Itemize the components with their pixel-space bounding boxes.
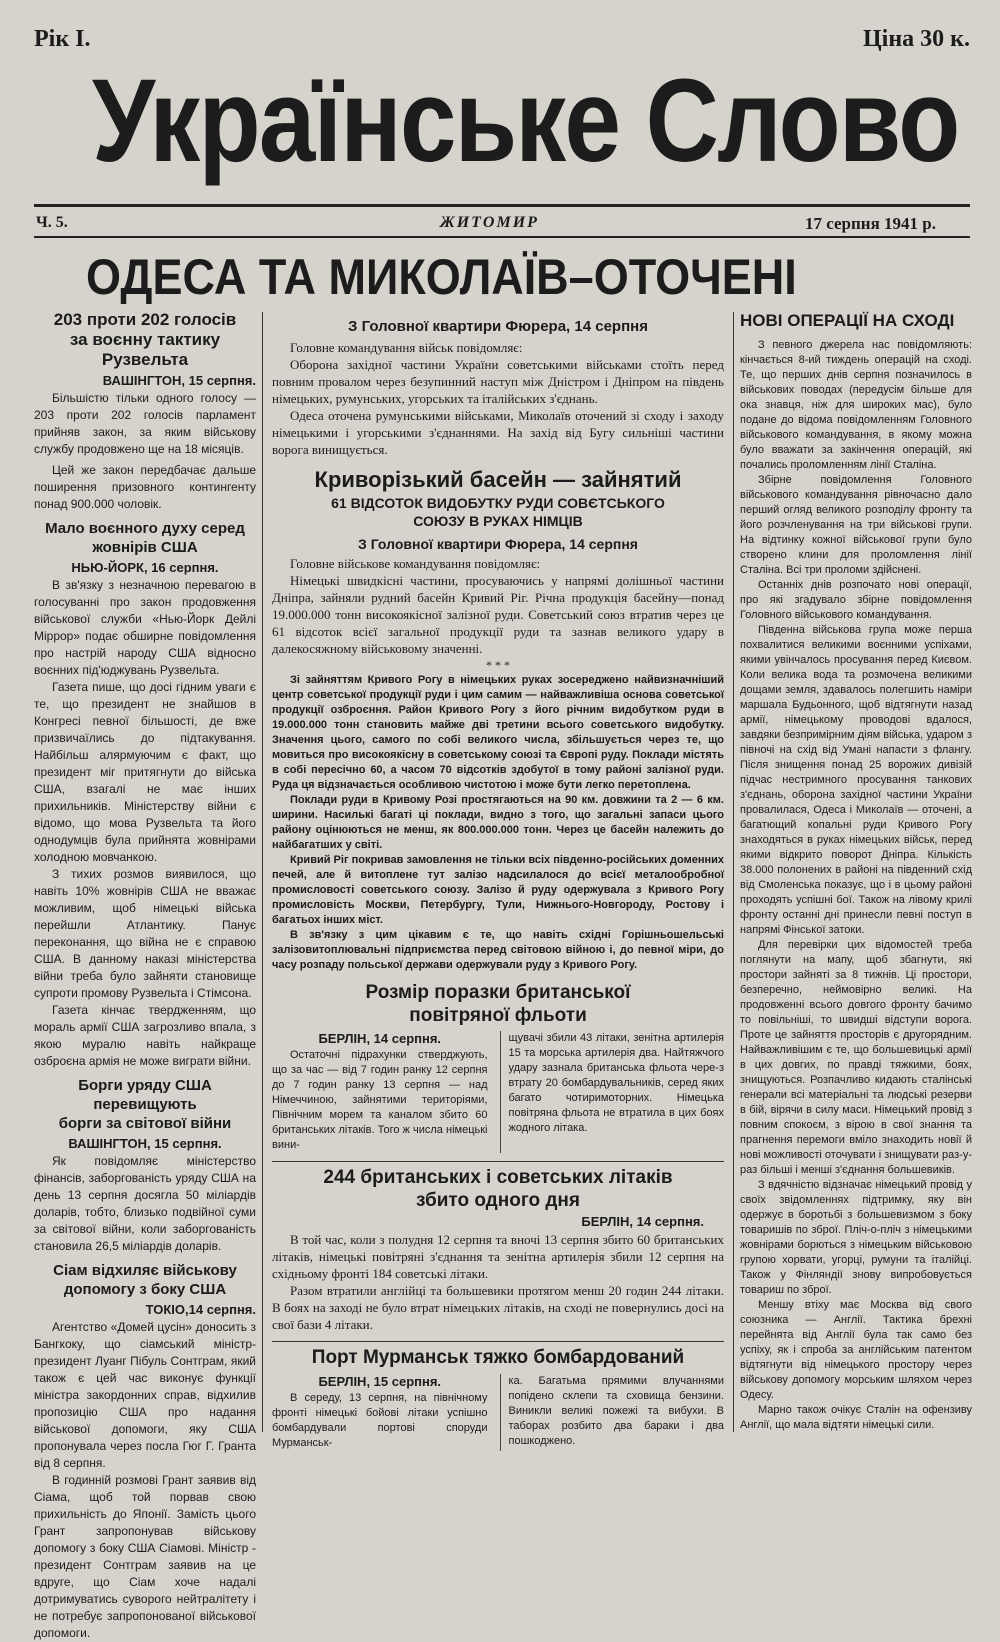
article-kryvyi-rih-p4: Поклади руди в Кривому Розі простягаються на 90 км. довжини та 2 — 6 км. ширини. Насилькі багаті ці поклади, видно з того, що загальні запаси цього району оцінюються не менш, як 800.000.000 тонн. Через це басейн належить до найбагатших у світі. [272,794,724,851]
main-headline: ОДЕСА ТА МИКОЛАЇВ–ОТОЧЕНІ [86,249,797,305]
article-kryvyi-rih-p2: Німецькі швидкісні частини, просуваючись у напрямі долішньої частини Дніпра, зайняли рудний басейн Кривий Ріг. Річна продукція басейну—понад 19.000.000 тонн високоякісної залізної руди. Советський союз втратив через це 61 відсоток всієї загальної продукції руди та зазнав великого удару в далекосяжному військовому значенні. [272,573,724,656]
article-new-operations-p5: Для перевірки цих відомостей треба поглянути на мапу, щоб збагнути, які простори зайняті за 8 тижнів. Ці простори, безперечно, неймовірно великі. На продовженні всього довгого фронту бачимо то повільніші, то швидші відступи ворога. Проте це зайняття просторів є другорядним. Найважливішим є те, що большевицькі армії в цих довгих, по правді тяжкими, боях, знищуються. Розпачливо кидають сталінські генерали всі матеріальні та людські резерви в бій, вірячи в силу маси. Німецький провід з повним спокоєм, з вірою в свої знання та прагнення перемоги вміло знаходить новії й нові можливості оточувати і знищувати раз-у-раз більші і менші з'єднання большевиків. [740,939,972,1176]
article-244-planes-p1: В той час, коли з полудня 12 серпня та вночі 13 серпня збито 60 британських літаків, німецькі повітряні з'єднання та зенітна артилерія збили 12 серпня на східньому фронті 184 советські літаки. [272,1232,724,1281]
year-label: Рік І. [34,26,91,52]
article-kryvyi-rih-title: Криворізький басейн — зайнятий [314,467,682,492]
column-divider-right [733,312,734,1432]
article-new-operations-p2: Збірне повідомлення Головного військового командування рівночасно дало перший огляд великого розподілу фронту та його розчленування на три військові групи. На відтинку кожної військової групи було створено клини для проломлення лінії Сталіна. Всі три проломи здійснені. [740,474,972,576]
issue-number: Ч. 5. [36,214,68,231]
article-kryvyi-rih-p3: Зі зайняттям Кривого Рогу в німецьких руках зосереджено найвизначніший центр советської продукції руди і цим самим — найважливіша основа советської продукції озброєння. Район Кривого Рогу з його річним видобутком руди в 19.000.000 тонн становить майже дві третини всього советського видобутку. Значення цього, самого по собі великого числа, збільшується через те, що мовиться про високоякісну в советському союзі та Європі руду. Поклади містять в собі пересічно 60, а часом 70 відсотків здобутої в тому районі залізної руди. Руда ця відзначається особливою чистотою і може бути легко перетоплена. [272,674,724,791]
article-debts-p1: Як повідомляє міністерство фінансів, заборгованість уряду США на день 13 серпня досягла 50 міліардів доларів, тобто, близько подвійної суми за світової війни, коли заборгованість становила 26,5 міліардів доларів. [34,1154,256,1253]
article-votes-title: 203 проти 202 голосів за воєнну тактику Рузвельта [53,310,237,369]
article-new-operations-p1: З певного джерела нас повідомляють: кінчається 8-ий тиждень операцій на сході. Те, що перших днів серпня позначилось в військових поводах (передусім більше для ока знавця, ніж для широких мас), було подане до відома повідомленням Головного військового командування, в якому можна було вважати за закінчення операцій, які почались проломленням лінії Сталіна. [740,339,972,471]
article-new-operations-p7: Меншу втіху має Москва від свого союзника — Англії. Тактика брехні перейнята від Англії була так само без успіху, як і спроба за англійським патентом відтягнути від німецького простору через військову допомогу морським шляхом через Одесу. [740,1299,972,1401]
article-new-operations-p8: Марно також очікує Сталін на офензиву Англії, що мала відтяти німецькі сили. [740,1404,972,1431]
article-siam-title: Сіам відхиляє військову допомогу з боку США [53,1262,237,1298]
left-column [34,310,256,1640]
article-morale-p4: Газета кінчає твердженням, що мораль армії США загрозливо впала, з якою муралю навіть найкраще озброєна армія не може виграти війни. [34,1003,256,1068]
article-siam-dateline: ТОКІО,14 серпня. [145,1302,256,1317]
article-new-operations-title: НОВІ ОПЕРАЦІЇ НА СХОДІ [740,311,955,330]
article-morale-title: Мало воєнного духу серед жовнірів США [45,520,245,556]
article-244-planes-dateline: БЕРЛІН, 14 серпня. [581,1214,704,1229]
article-odesa-p3: Одеса оточена румунськими військами, Миколаїв оточений зі сходу і заходу німецькими і угорськими з'єднаннями. На захід від Бугу сильніші частини ворога винищується. [272,408,724,457]
masthead-rule-bottom [34,236,970,238]
article-murmansk-dateline: БЕРЛІН, 15 серпня. [318,1374,442,1389]
article-raf-losses-dateline: БЕРЛІН, 14 серпня. [318,1031,442,1046]
issue-date: 17 серпня 1941 р. [805,214,936,233]
city-label: ЖИТОМИР [440,214,539,231]
article-siam-p2: В годинній розмові Грант заявив від Сіама, щоб той порвав свою прихильність до Японії. Замість цього Грант запропонував військову допомогу з боку США Сіамові. Міністр - президент Сонтграм заявив на це вдруге, що Сіам хоче надалі дотримуватись суворого нейтралітету і не потребує запропонованої військової допомоги. [34,1473,256,1640]
article-new-operations-p4: Південна військова група може перша похвалитися великими воєнними успіхами, якими увінчалось просування перед Києвом. Коли велика вода та розмочена великими дощами земля, здавалось полегшить наміри маршала Будьонного, щоб відтягнути назад армії, німецькому проводові вдалося, завдяки безпримірним діям війська, ударом з півночі на схід від Умані напасти з флангу. Після знищення понад 25 ворожих дивізій підчас нестримного просування танкових з'єднань, оборона західної частини України провалилася, Одеса і Миколаїв — оточені, а багатющий копальні руди Кривого Рогу знаходяться в руках німецьких військ, перед якими відкрито поворот Дніпра. Кількість 38.000 полонених в районі на південний схід від Смоленська показує, що і в цьому районі проходять успішні бої. Також на лівому крилі фронту останні дні принесли певні поступ в напрямі Фінської затоки. [740,624,972,936]
article-kryvyi-rih-p6: В зв'язку з цим цікавим є те, що навіть східні Горішньошельські залізовитоплювальні підприємства перед світовою війною і, до певної міри, до часу розпаду польської держави одержували руду з Кривого Рогу. [272,929,724,971]
article-murmansk-col1: В середу, 13 серпня, на північному фронті німецькі бойові літаки успішно бомбардували портові споруди Мурманськ- [272,1392,488,1449]
article-votes-p1: Більшістю тільки одного голосу — 203 проти 202 голосів парламент прийняв закон, за яким військову службу продовжено ще на 18 місяців. [34,391,256,456]
article-murmansk-body [272,1374,724,1451]
article-odesa-p1: Головне командування військ повідомляє: [290,340,523,355]
article-odesa-dateline: З Головної квартири Фюрера, 14 серпня [348,318,648,335]
article-244-planes-p2: Разом втратили англійці та большевики протягом менш 20 годин 244 літаки. В боях на заході не було втрат німецьких літаків, на сході не повернулись досі на свої бази 4 літаки. [272,1283,724,1332]
article-votes-dateline: ВАШІНГТОН, 15 серпня. [102,373,256,388]
article-odesa-p2: Оборона західної частини України советськими військами стоїть перед повним провалом через безупинний наступ між Дністром і Дніпром на південь німецьких, румунських, угорських та італійських з'єднань. [272,357,724,406]
article-debts-dateline: ВАШІНГТОН, 15 серпня. [68,1136,222,1151]
article-murmansk-col2: ка. Багатьма прямими влучаннями попідено склепи та сховища бензини. Виникли великі пожежі та вибухи. В таборах розбито два бараки і два пошкоджено. [508,1375,724,1447]
column-divider-left [262,312,263,1432]
article-kryvyi-rih-subtitle: 61 ВІДСОТОК ВИДОБУТКУ РУДИ СОВЄТСЬКОГО СОЮЗУ В РУКАХ НІМЦІВ [331,495,665,529]
article-kryvyi-rih-p1: Головне військове командування повідомляє: [290,556,541,571]
article-raf-losses-title: Розмір поразки британської повітряної фльоти [365,982,631,1026]
article-244-planes-title: 244 британських і советських літаків збито одного дня [323,1167,673,1211]
article-raf-losses-col1: Остаточні підрахунки стверджують, що за час — від 7 годин ранку 12 серпня до 7 годин ранку 13 серпня — над Німеччиною, зайнятими територіями, Північним морем та каналом збито 60 британських літаків. Того ж числа німецькі вини- [272,1049,488,1151]
article-debts-title: Борги уряду США перевищують борги за світової війни [58,1077,232,1132]
article-murmansk-title: Порт Мурманськ тяжко бомбардований [311,1347,685,1368]
article-kryvyi-rih-dateline: З Головної квартири Фюрера, 14 серпня [358,536,638,552]
price-label: Ціна 30 к. [863,26,970,52]
right-column [740,310,972,1436]
article-morale-p2: Газета пише, що досі гідним уваги є те, що президент не знайшов в Конгресі певної більшості, де вже призвичаїлись до підтакування. Найбільш алярмуючим є факт, що президент міг притягнути до війська США, взагалі не має інших прихильників. Міністерству війни є відомо, що мова Рузвельта та його однодумців була прийнята жовнірами холодною мовчанкою. [34,680,256,864]
newspaper-title: Українське Слово [92,55,959,187]
article-new-operations-p6: З вдячністю відзначає німецький провід у своїх звідомленнях підтримку, яку він одержує в боротьбі з большевизмом з боку товаришів по зброї. Пліч-о-пліч з німецькими жовнірами борються з німецьким військовою групою хорвати, угорці, румуни та італійці. Також у Фінляндії знову випробовується товариш по зброї. [740,1179,972,1296]
article-new-operations-p3: Останніх днів розпочато нові операції, про які згадувало збірне повідомлення Головного військового командування. [740,579,972,621]
section-stars: * * * [486,658,510,672]
center-column [272,318,724,1449]
article-siam-p1: Агентство «Домей цусін» доносить з Бангкоку, що сіамський міністр-президент Луанг Пібуль Сонтграм, який також є цей час виконує функції міністра закордонних справ, відхилив пропозицію США про надання військової допомоги, яку США пропонувала через посла Гюг Г. Гранта від 8 серпня. [34,1320,256,1470]
article-morale-p3: З тихих розмов виявилося, що навіть 10% жовнірів США не вважає можливим, щоб німецькі війська перейшли Атлантику. Панує переконання, що війна не є справою США. В данному наказі міністерства війни треба було зайняти становище супроти промову Рузвельта і Стімсона. [34,867,256,1000]
article-kryvyi-rih-p5: Кривий Ріг покривав замовлення не тільки всіх південно-російських доменних печей, але й витоплене тут залізо надсилалося до всієї металообробної промисловості советського союзу. Залізо й руду одержувала з Кривого Рогу промисловість Москви, Петербургу, Тули, Нижнього-Новгороду, Ростову і багатьох інших міст. [272,854,724,926]
article-raf-losses-col2: щувачі збили 43 літаки, зенітна артилерія 15 та морська артилерія два. Найтяжчого удару зазнала британська фльота чере-з втрату 20 бомбардувальників, серед яких багато чотиримоторних. Німецька повітряна фльота не втратила в цих боях жодного літака. [508,1032,724,1134]
article-votes-p2: Цей же закон передбачає дальше поширення призовного контингенту понад 900.000 чоловік. [34,463,256,511]
article-morale-dateline: НЬЮ-ЙОРК, 16 серпня. [71,560,219,575]
article-morale-p1: В зв'язку з незначною перевагою в голосуванні про закон продовження військової служби «Нью-Йорк Дейлі Міррор» подає обширне повідомлення про настрій народу США відносно воєнних під'юджувань Рузвельта. [34,578,256,677]
masthead-rule-top [34,204,970,207]
article-raf-losses-body [272,1031,724,1153]
